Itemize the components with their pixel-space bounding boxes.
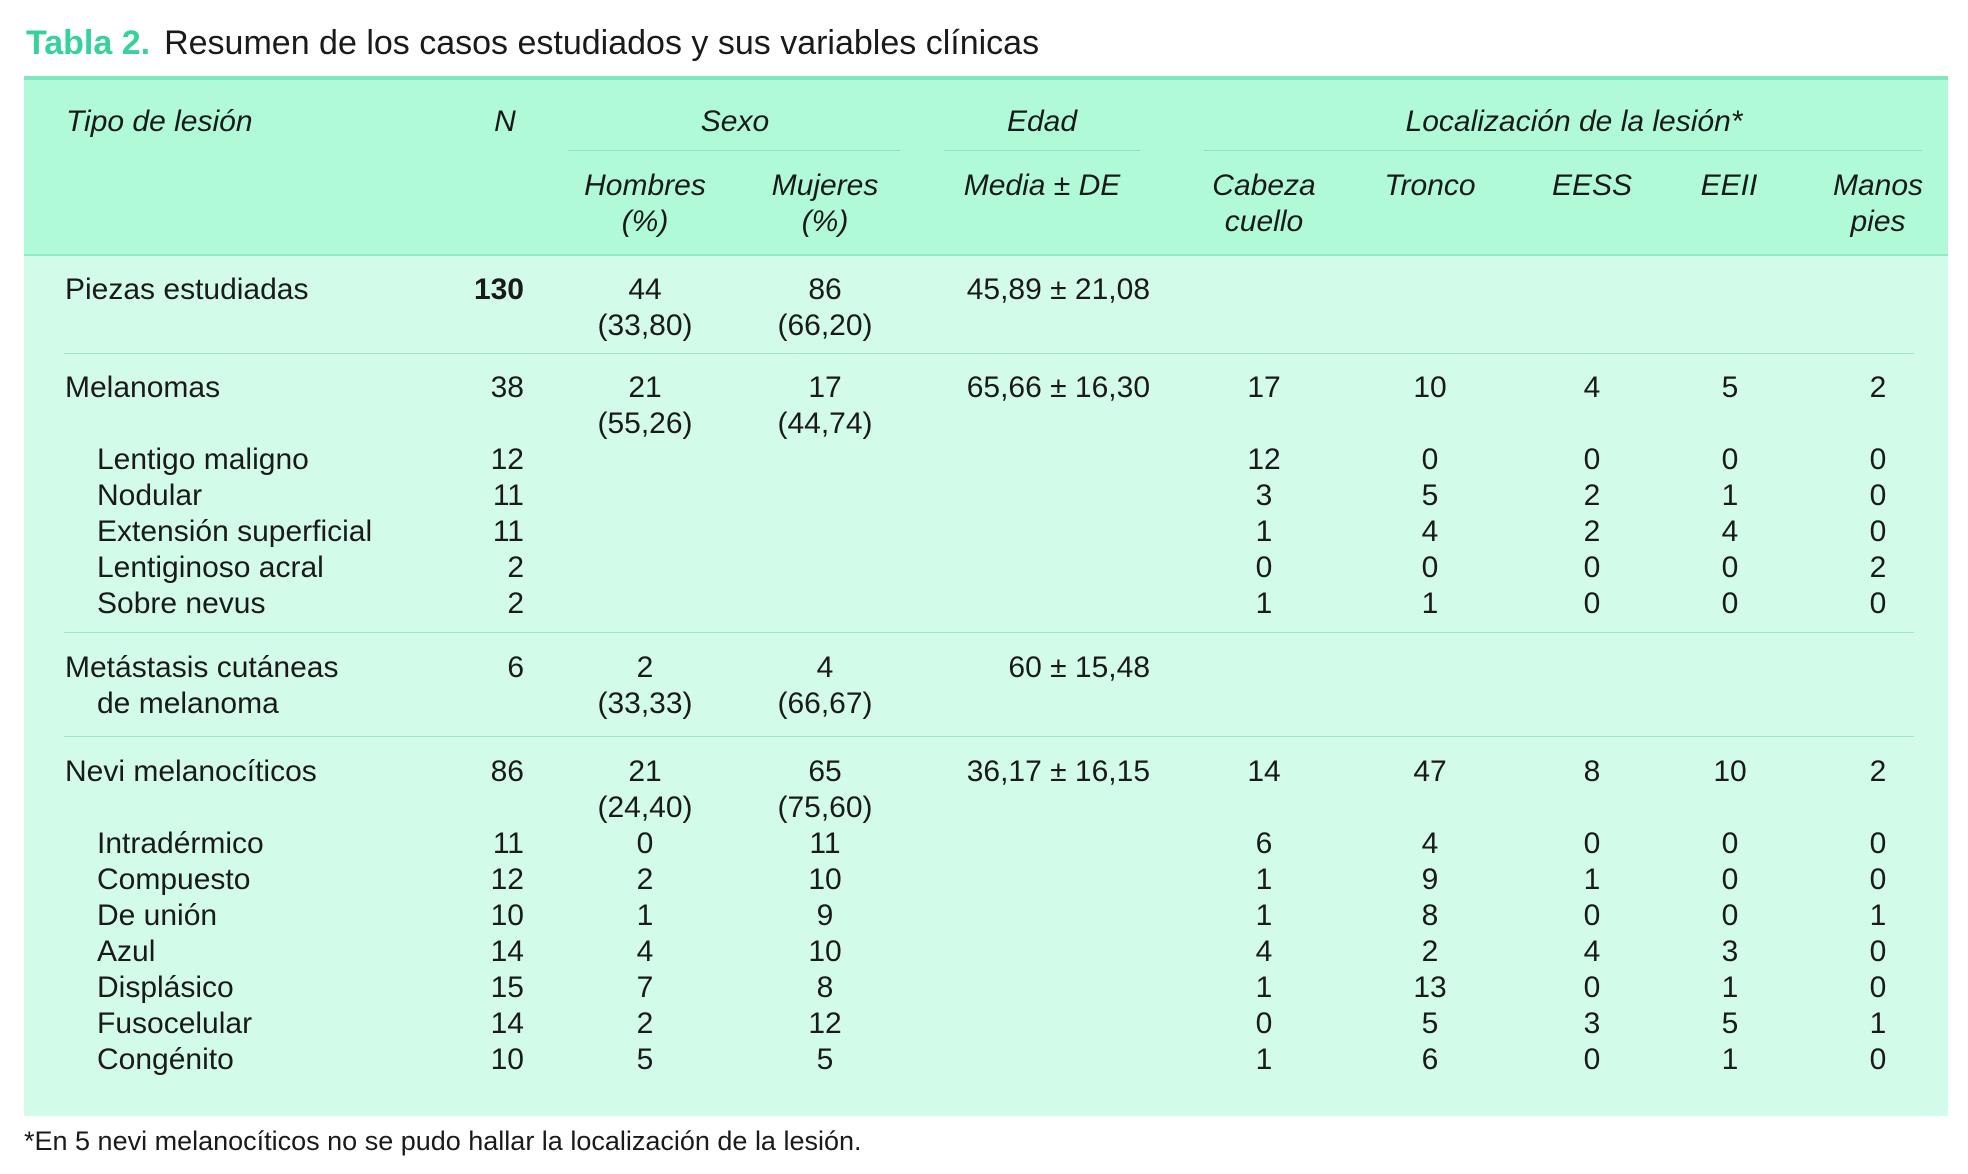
cell-cab: 1	[1255, 515, 1273, 548]
caption-text: Resumen de los casos estudiados y sus variables clínicas	[164, 24, 1040, 62]
cell-man: 0	[1869, 935, 1887, 968]
cell-cab: 1	[1255, 1043, 1273, 1076]
cell-tro: 1	[1421, 587, 1439, 620]
cell-tro: 5	[1421, 479, 1439, 512]
cell-m: 11	[809, 827, 841, 860]
cell-eei: 0	[1721, 587, 1739, 620]
cell-m: 5	[816, 1043, 834, 1076]
header-sexo: Sexo	[700, 105, 770, 138]
header-eeii: EEII	[1700, 169, 1758, 202]
cell-h: 1	[636, 899, 654, 932]
cell-tro: 9	[1421, 863, 1439, 896]
row-label: Intradérmico	[97, 827, 264, 860]
cell-man: 0	[1869, 1043, 1887, 1076]
cell-n: 10	[490, 899, 524, 932]
cell-cab: 4	[1255, 935, 1273, 968]
row-label: Nodular	[97, 479, 203, 512]
cell-n: 14	[490, 935, 524, 968]
cell-n: 38	[490, 371, 524, 404]
header-tipo: Tipo de lesión	[66, 105, 253, 138]
cell-tro: 4	[1421, 515, 1439, 548]
row-label: Metástasis cutáneas de melanoma	[65, 651, 339, 720]
cell-m: 9	[816, 899, 834, 932]
cell-man: 2	[1869, 371, 1887, 404]
cell-eei: 1	[1721, 479, 1739, 512]
cell-m: 4 (66,67)	[777, 651, 873, 720]
sexo-rule	[568, 150, 900, 151]
cell-tro: 8	[1421, 899, 1439, 932]
cell-ees: 0	[1583, 587, 1601, 620]
header-localizacion: Localización de la lesión*	[1405, 105, 1743, 138]
cell-tro: 4	[1421, 827, 1439, 860]
cell-n: 12	[490, 443, 524, 476]
cell-eei: 1	[1721, 1043, 1739, 1076]
cell-ees: 4	[1583, 935, 1601, 968]
cell-eei: 5	[1721, 371, 1739, 404]
cell-n: 6	[507, 651, 524, 684]
cell-tro: 0	[1421, 551, 1439, 584]
cell-h: 2	[636, 863, 654, 896]
cell-tro: 47	[1413, 755, 1447, 788]
table-caption	[26, 24, 1039, 63]
cell-n: 11	[492, 827, 524, 860]
cell-cab: 14	[1247, 755, 1281, 788]
cell-cab: 1	[1255, 899, 1273, 932]
group-separator	[64, 353, 1914, 354]
cell-tro: 6	[1421, 1043, 1439, 1076]
cell-man: 0	[1869, 587, 1887, 620]
cell-eei: 5	[1721, 1007, 1739, 1040]
row-label: Melanomas	[65, 371, 221, 404]
header-eess: EESS	[1551, 169, 1633, 202]
cell-m: 8	[816, 971, 834, 1004]
cell-edad: 60 ± 15,48	[1008, 651, 1150, 684]
cell-n: 2	[507, 551, 524, 584]
cell-man: 2	[1869, 551, 1887, 584]
header-hombres: Hombres (%)	[584, 169, 706, 238]
cell-h: 44 (33,80)	[597, 273, 693, 342]
cell-eei: 3	[1721, 935, 1739, 968]
cell-h: 2	[636, 1007, 654, 1040]
cell-tro: 0	[1421, 443, 1439, 476]
footnote: *En 5 nevi melanocíticos no se pudo hallar la localización de la lesión.	[24, 1126, 862, 1156]
header-cabeza: Cabeza cuello	[1212, 169, 1316, 238]
cell-m: 10	[808, 863, 842, 896]
cell-ees: 4	[1583, 371, 1601, 404]
header-manos: Manos pies	[1832, 169, 1924, 238]
cell-ees: 3	[1583, 1007, 1601, 1040]
header-media: Media ± DE	[963, 169, 1121, 202]
cell-ees: 0	[1583, 827, 1601, 860]
cell-cab: 1	[1255, 971, 1273, 1004]
cell-tro: 10	[1413, 371, 1447, 404]
group-separator	[64, 736, 1914, 737]
cell-eei: 0	[1721, 443, 1739, 476]
cell-edad: 36,17 ± 16,15	[966, 755, 1150, 788]
cell-man: 0	[1869, 443, 1887, 476]
cell-n: 11	[492, 515, 524, 548]
cell-tro: 5	[1421, 1007, 1439, 1040]
cell-h: 7	[636, 971, 654, 1004]
cell-man: 0	[1869, 971, 1887, 1004]
cell-h: 21 (24,40)	[597, 755, 693, 824]
cell-m: 86 (66,20)	[777, 273, 873, 342]
cell-ees: 0	[1583, 1043, 1601, 1076]
header-tronco: Tronco	[1384, 169, 1476, 202]
caption-label: Tabla 2.	[26, 24, 151, 62]
cell-ees: 2	[1583, 479, 1601, 512]
cell-m: 10	[808, 935, 842, 968]
cell-ees: 0	[1583, 899, 1601, 932]
localizacion-rule	[1204, 150, 1922, 151]
cell-n: 130	[473, 273, 524, 306]
cell-man: 1	[1869, 899, 1887, 932]
cell-n: 86	[490, 755, 524, 788]
cell-n: 2	[507, 587, 524, 620]
cell-h: 5	[636, 1043, 654, 1076]
edad-rule	[944, 150, 1140, 151]
cell-man: 0	[1869, 515, 1887, 548]
table-panel	[24, 76, 1948, 1116]
cell-cab: 0	[1255, 1007, 1273, 1040]
row-label: Piezas estudiadas	[65, 273, 309, 306]
cell-ees: 0	[1583, 551, 1601, 584]
group-separator	[64, 632, 1914, 633]
cell-eei: 0	[1721, 551, 1739, 584]
cell-ees: 2	[1583, 515, 1601, 548]
cell-ees: 8	[1583, 755, 1601, 788]
cell-man: 0	[1869, 863, 1887, 896]
row-label: Displásico	[97, 971, 234, 1004]
row-label: Congénito	[97, 1043, 234, 1076]
cell-m: 65 (75,60)	[777, 755, 873, 824]
cell-eei: 0	[1721, 899, 1739, 932]
row-label: Extensión superficial	[97, 515, 373, 548]
cell-tro: 2	[1421, 935, 1439, 968]
cell-tro: 13	[1413, 971, 1447, 1004]
row-label: Fusocelular	[97, 1007, 253, 1040]
cell-n: 14	[490, 1007, 524, 1040]
cell-m: 17 (44,74)	[777, 371, 873, 440]
cell-cab: 12	[1247, 443, 1281, 476]
cell-n: 12	[490, 863, 524, 896]
cell-eei: 0	[1721, 827, 1739, 860]
row-label: Compuesto	[97, 863, 251, 896]
header-edad: Edad	[1006, 105, 1078, 138]
cell-edad: 65,66 ± 16,30	[966, 371, 1150, 404]
cell-eei: 1	[1721, 971, 1739, 1004]
cell-n: 11	[492, 479, 524, 512]
cell-h: 0	[636, 827, 654, 860]
header-mujeres: Mujeres (%)	[771, 169, 879, 238]
cell-eei: 10	[1713, 755, 1747, 788]
cell-cab: 3	[1255, 479, 1273, 512]
row-label: Lentiginoso acral	[97, 551, 324, 584]
cell-cab: 1	[1255, 587, 1273, 620]
row-label: Sobre nevus	[97, 587, 266, 620]
cell-ees: 0	[1583, 443, 1601, 476]
cell-n: 10	[490, 1043, 524, 1076]
cell-ees: 0	[1583, 971, 1601, 1004]
header-n: N	[494, 105, 516, 138]
cell-man: 2	[1869, 755, 1887, 788]
row-label: Nevi melanocíticos	[65, 755, 317, 788]
cell-cab: 0	[1255, 551, 1273, 584]
row-label: De unión	[97, 899, 218, 932]
cell-n: 15	[490, 971, 524, 1004]
cell-man: 0	[1869, 479, 1887, 512]
cell-cab: 17	[1247, 371, 1281, 404]
cell-eei: 4	[1721, 515, 1739, 548]
cell-ees: 1	[1583, 863, 1601, 896]
cell-cab: 1	[1255, 863, 1273, 896]
cell-man: 0	[1869, 827, 1887, 860]
row-label: Lentigo maligno	[97, 443, 309, 476]
cell-man: 1	[1869, 1007, 1887, 1040]
cell-eei: 0	[1721, 863, 1739, 896]
row-label: Azul	[97, 935, 156, 968]
cell-m: 12	[808, 1007, 842, 1040]
cell-h: 21 (55,26)	[597, 371, 693, 440]
cell-h: 4	[636, 935, 654, 968]
cell-edad: 45,89 ± 21,08	[966, 273, 1150, 306]
cell-h: 2 (33,33)	[597, 651, 693, 720]
cell-cab: 6	[1255, 827, 1273, 860]
